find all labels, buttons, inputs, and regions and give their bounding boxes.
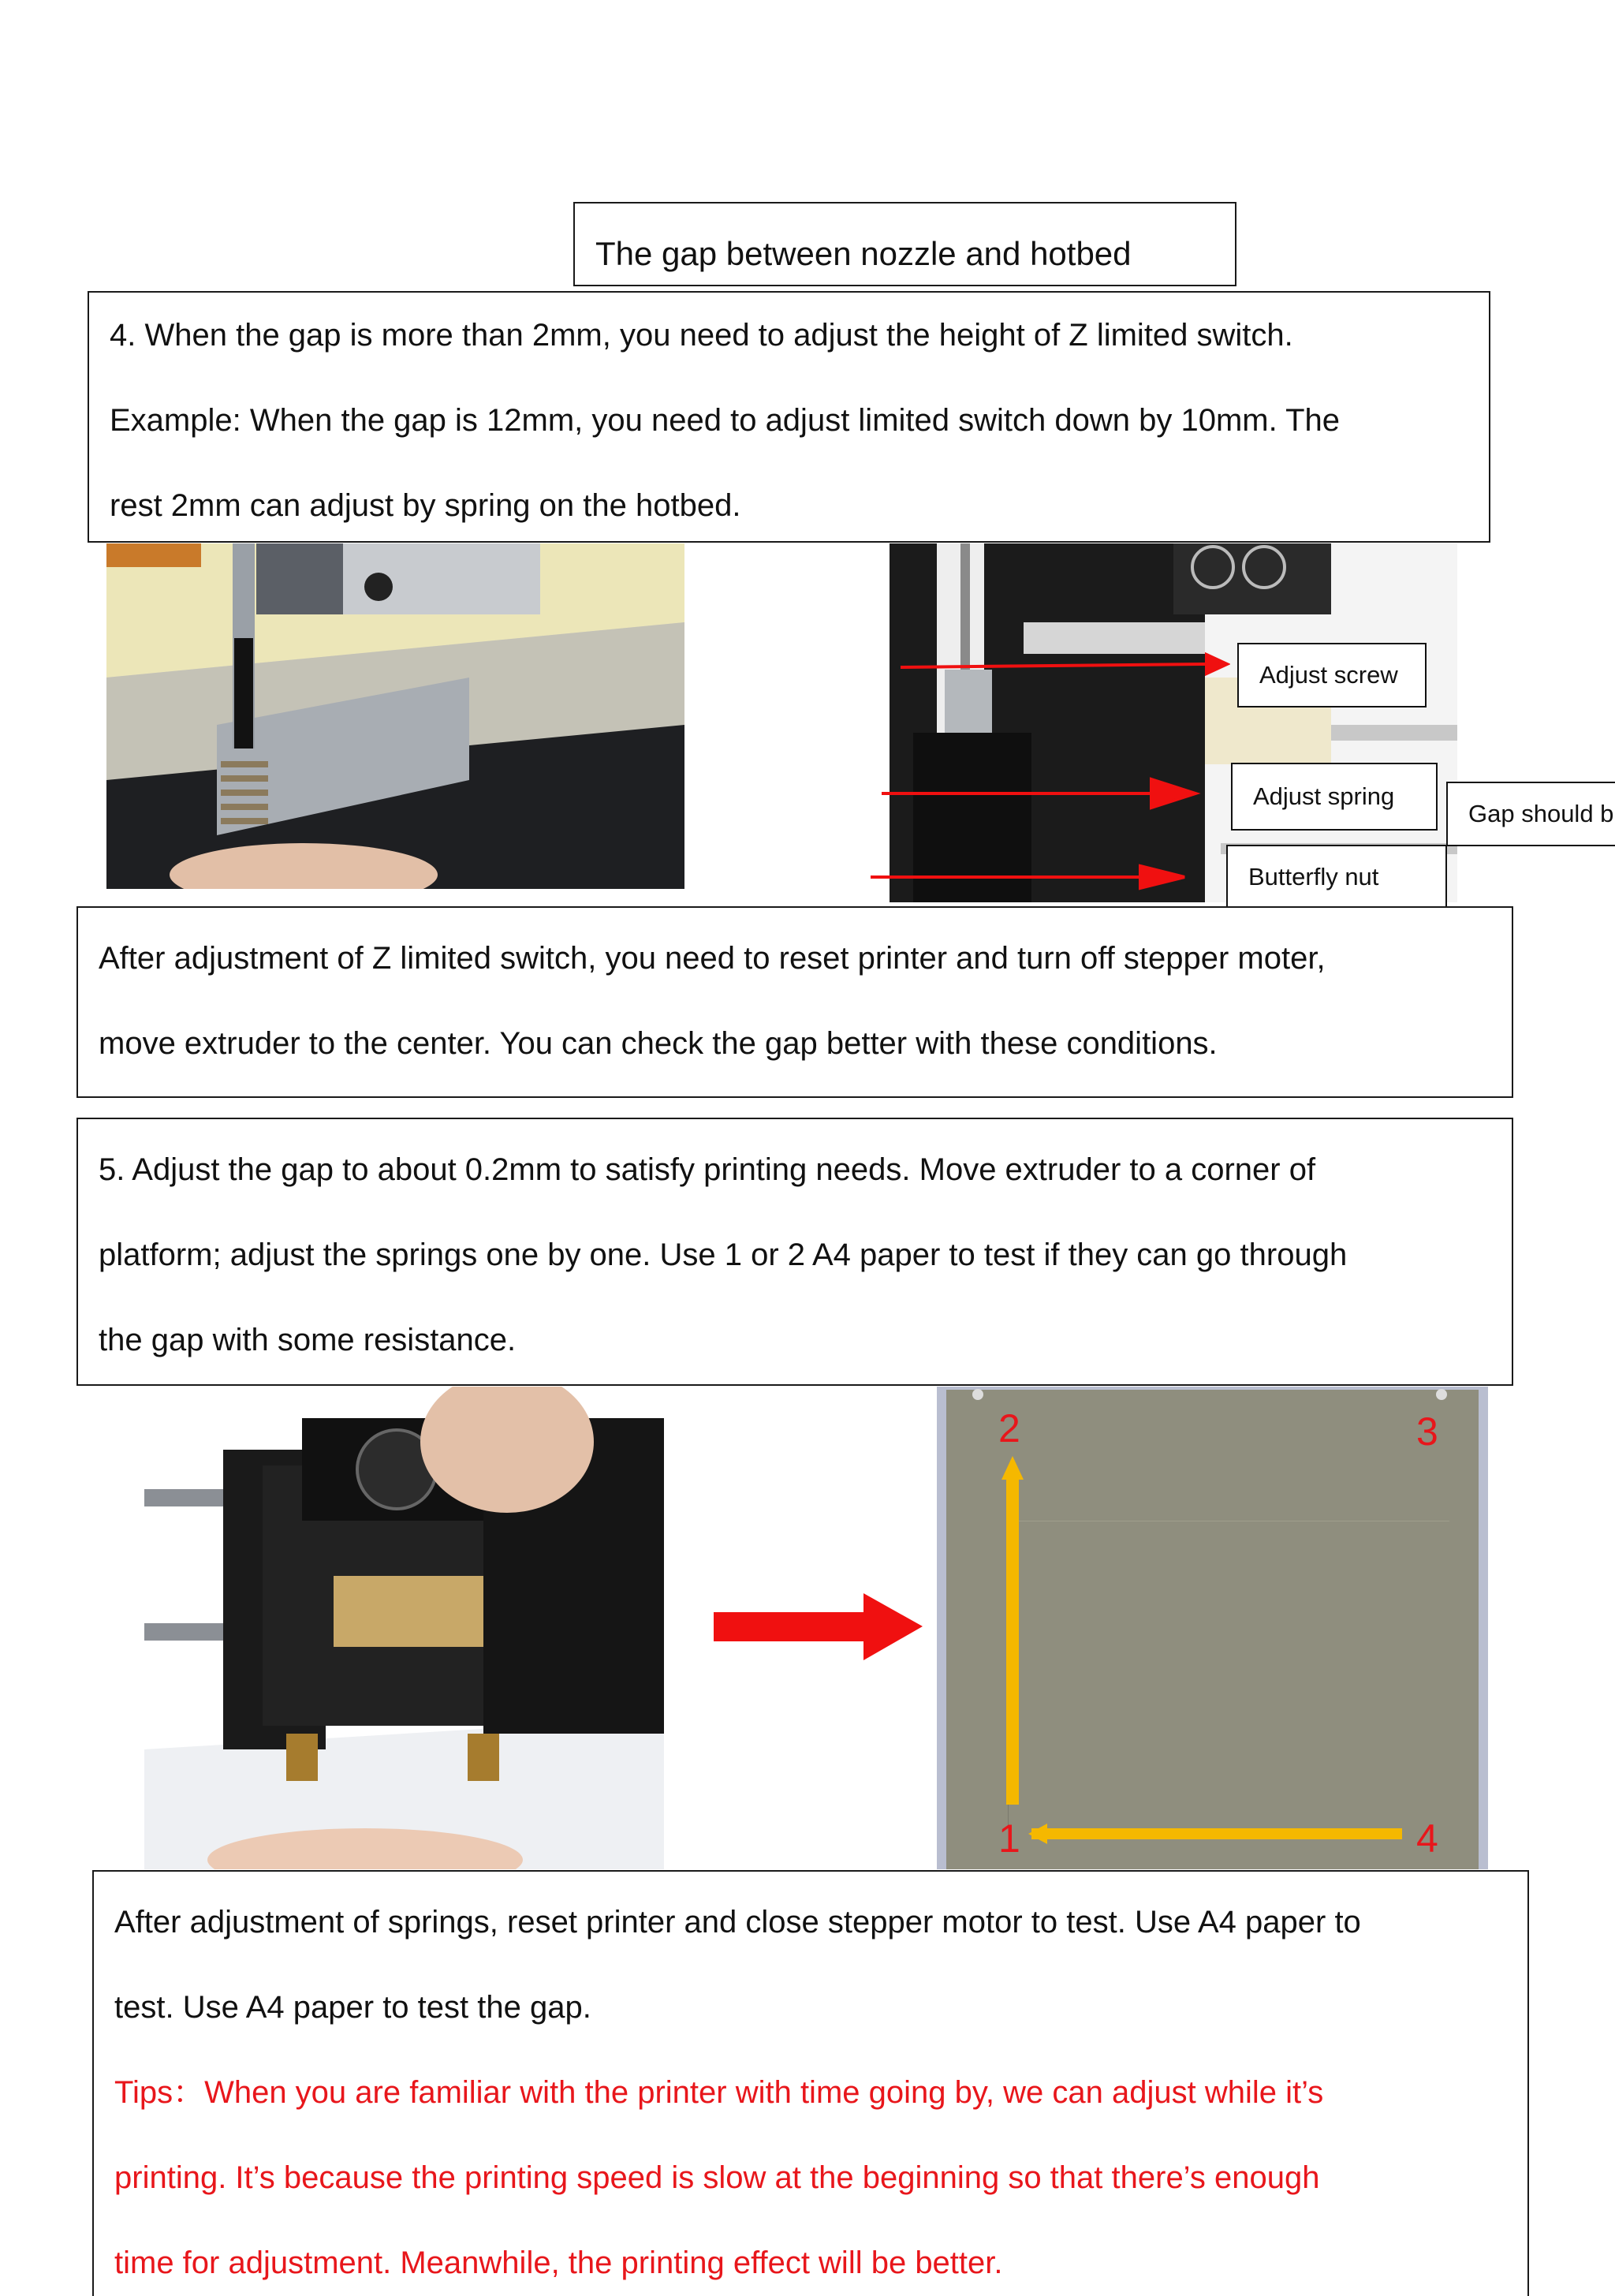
header-label: The gap between nozzle and hotbed [595, 235, 1132, 272]
final-line-2: test. Use A4 paper to test the gap. [114, 1990, 591, 2025]
gap-should-be-label [1446, 782, 1615, 846]
after-z-box [76, 906, 1513, 1098]
butterfly-nut-text: Butterfly nut [1248, 863, 1379, 890]
tips-line-3: time for adjustment. Meanwhile, the printing effect will be better. [114, 2246, 1003, 2280]
red-right-arrow [714, 1593, 923, 1660]
corner-number-3: 3 [1416, 1409, 1438, 1454]
after-z-line-2: move extruder to the center. You can check the gap better with these conditions. [99, 1026, 1218, 1061]
adjust-screw-label [1237, 643, 1427, 707]
step5-line-1: 5. Adjust the gap to about 0.2mm to satisfy printing needs. Move extruder to a corner of [99, 1152, 1316, 1187]
pointer-arrows [867, 647, 1230, 899]
extruder-photo [144, 1387, 664, 1869]
hotbed-screwdriver-photo [106, 543, 684, 889]
corner-number-2: 2 [998, 1406, 1020, 1450]
final-box [92, 1870, 1529, 2296]
adjust-screw-text: Adjust screw [1259, 661, 1398, 689]
tips-line-1: Tips：When you are familiar with the printer with time going by, we can adjust while it’s [114, 2075, 1324, 2110]
step5-line-2: platform; adjust the springs one by one. Use 1 or 2 A4 paper to test if they can go through [99, 1238, 1348, 1272]
step4-line-3: rest 2mm can adjust by spring on the hotbed. [110, 488, 741, 523]
after-z-line-1: After adjustment of Z limited switch, you need to reset printer and turn off stepper moter, [99, 941, 1326, 976]
hotbed-top-photo [937, 1387, 1488, 1869]
adjust-spring-label [1231, 763, 1438, 831]
step5-box [76, 1118, 1513, 1386]
butterfly-nut-label [1226, 845, 1447, 909]
step4-box [88, 291, 1490, 543]
corner-number-1: 1 [998, 1816, 1020, 1861]
header-label-box [573, 202, 1236, 286]
corner-number-4: 4 [1416, 1816, 1438, 1861]
step4-line-1: 4. When the gap is more than 2mm, you need to adjust the height of Z limited switch. [110, 318, 1293, 353]
adjust-spring-text: Adjust spring [1253, 782, 1395, 810]
step5-line-3: the gap with some resistance. [99, 1323, 517, 1357]
tips-line-2: printing. It’s because the printing speed is slow at the beginning so that there’s enough [114, 2160, 1320, 2195]
step4-line-2: Example: When the gap is 12mm, you need to adjust limited switch down by 10mm. The [110, 403, 1341, 438]
gap-should-be-text: Gap should b [1468, 800, 1614, 827]
final-line-1: After adjustment of springs, reset printer and close stepper motor to test. Use A4 paper to [114, 1905, 1361, 1939]
